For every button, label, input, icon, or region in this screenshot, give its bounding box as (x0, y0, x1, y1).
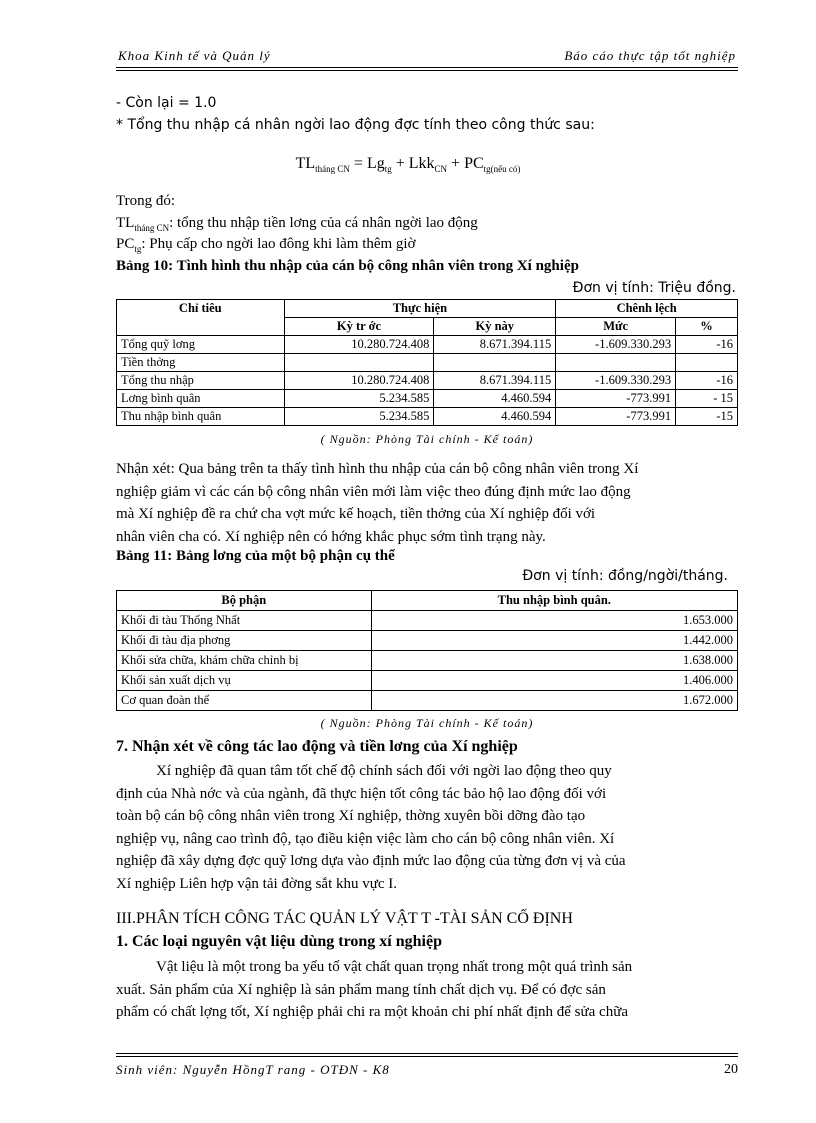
th-thu-nhap: Thu nhập bình quân. (371, 591, 737, 611)
definition-tl: $TL_{tháng CN}$: tổng thu nhập tiền lơng của cá nhân ngời lao động (116, 215, 478, 233)
table11-source: ( Nguồn: Phòng Tài chính - Kế toán) (320, 716, 534, 730)
income-table (116, 299, 738, 426)
section7-paragraph: Xí nghiệp đã quan tâm tốt chế độ chính sách đối với ngời lao động theo quy định của Nhà nớc và của ngành, đã thực hiện tốt công tác bảo hộ lao động đối với toàn bộ cán bộ công nhân viên trong Xí nghiệp, thờng xuyên bồi dỡng đào tạo nghiệp vụ, nâng cao trình độ, tạo điều kiện việc làm cho cán bộ công nhân viên. Xí nghiệp đã xây dựng đợc quỹ lơng dựa vào định mức lao động của từng đơn vị và của Xí nghiệp Liên hợp vận tải đờng sắt khu vực I. (116, 763, 626, 892)
table-row: Lơng bình quân 5.234.585 4.460.594 -773.991 - 15 (117, 390, 738, 408)
table-row: Tổng thu nhập 10.280.724.408 8.671.394.115 -1.609.330.293 -16 (117, 372, 738, 390)
where-title: Trong đó: (116, 193, 176, 209)
th-muc: Mức (556, 318, 676, 336)
table11-unit: Đơn vị tính: đồng/ngời/tháng. (522, 568, 728, 584)
intro-line-1: - Còn lại = 1.0 (116, 95, 217, 111)
table-row: Khối sửa chữa, khám chữa chỉnh bị 1.638.000 (117, 651, 738, 671)
table-row: Khối sản xuất dịch vụ 1.406.000 (117, 671, 738, 691)
table-row: Tổng quỹ lơng 10.280.724.408 8.671.394.115 -1.609.330.293 -16 (117, 336, 738, 354)
footer-rule (116, 1053, 738, 1057)
remark-paragraph: Nhận xét: Qua bảng trên ta thấy tình hình thu nhập của cán bộ công nhân viên trong Xí nghiệp giảm vì các cán bộ công nhân viên mới làm việc theo đúng định mức lao động mà Xí nghiệp đề ra chứ cha vợt mức kế hoạch, tiền thởng của Xí nghiệp đối với nhân viên cha có. Xí nghiệp nên có hớng khắc phục sớm tình trạng này. (116, 461, 639, 545)
section3-subtitle: 1. Các loại nguyên vật liệu dùng trong xí nghiệp (116, 933, 442, 950)
header-right: Báo cáo thực tập tốt nghiệp (564, 48, 736, 63)
th-ky-nay: Kỳ này (434, 318, 556, 336)
table11-caption: Bảng 11: Bảng lơng của một bộ phận cụ thể (116, 548, 395, 564)
table10-caption: Bảng 10: Tình hình thu nhập của cán bộ công nhân viên trong Xí nghiệp (116, 258, 579, 274)
th-thuc-hien: Thực hiện (284, 300, 556, 318)
section3-title: III.PHÂN TÍCH CÔNG TÁC QUẢN LÝ VẬT T -TÀI SẢN CỐ ĐỊNH (116, 910, 573, 927)
table-row: Thu nhập bình quân 5.234.585 4.460.594 -773.991 -15 (117, 408, 738, 426)
table10-unit: Đơn vị tính: Triệu đồng. (572, 280, 736, 296)
footer-student: Sinh viên: Nguyễn HồngT rang - OTĐN - K8 (116, 1062, 390, 1077)
table10-source: ( Nguồn: Phòng Tài chính - Kế toán) (320, 432, 534, 446)
page-header (116, 46, 738, 66)
th-chi-tieu: Chỉ tiêu (117, 300, 285, 336)
salary-table (116, 590, 738, 711)
header-left: Khoa Kinh tế và Quản lý (118, 48, 271, 63)
th-percent: % (676, 318, 738, 336)
th-bo-phan: Bộ phận (117, 591, 372, 611)
definition-pc: $PC_{tg}$: Phụ cấp cho ngời lao đông khi làm thêm giờ (116, 236, 416, 254)
th-ky-truoc: Kỳ tr ớc (284, 318, 434, 336)
page-number: 20 (724, 1062, 738, 1077)
header-rule (116, 67, 738, 71)
table-row: Khối đi tàu địa phơng 1.442.000 (117, 631, 738, 651)
section7-title: 7. Nhận xét về công tác lao động và tiền lơng của Xí nghiệp (116, 738, 518, 755)
intro-line-2: * Tổng thu nhập cá nhân ngời lao động đợc tính theo công thức sau: (116, 117, 595, 133)
table-row: Khối đi tàu Thống Nhất 1.653.000 (117, 611, 738, 631)
section3-paragraph: Vật liệu là một trong ba yếu tố vật chất quan trọng nhất trong một quá trình sản xuất. Sản phẩm của Xí nghiệp là sản phẩm mang tính chất dịch vụ. Để có đợc sản phẩm có chất lợng tốt, Xí nghiệp phải chi ra một khoản chi phí nhất định để sửa chữa (116, 959, 633, 1020)
table-row: Tiền thởng (117, 354, 738, 372)
th-chenh-lech: Chênh lệch (556, 300, 738, 318)
income-formula: $TL_{tháng CN} = Lg_{tg} + Lkk_{CN} + PC_{tg(nếu có)}$ (295, 155, 521, 175)
table-row: Cơ quan đoàn thể 1.672.000 (117, 691, 738, 711)
